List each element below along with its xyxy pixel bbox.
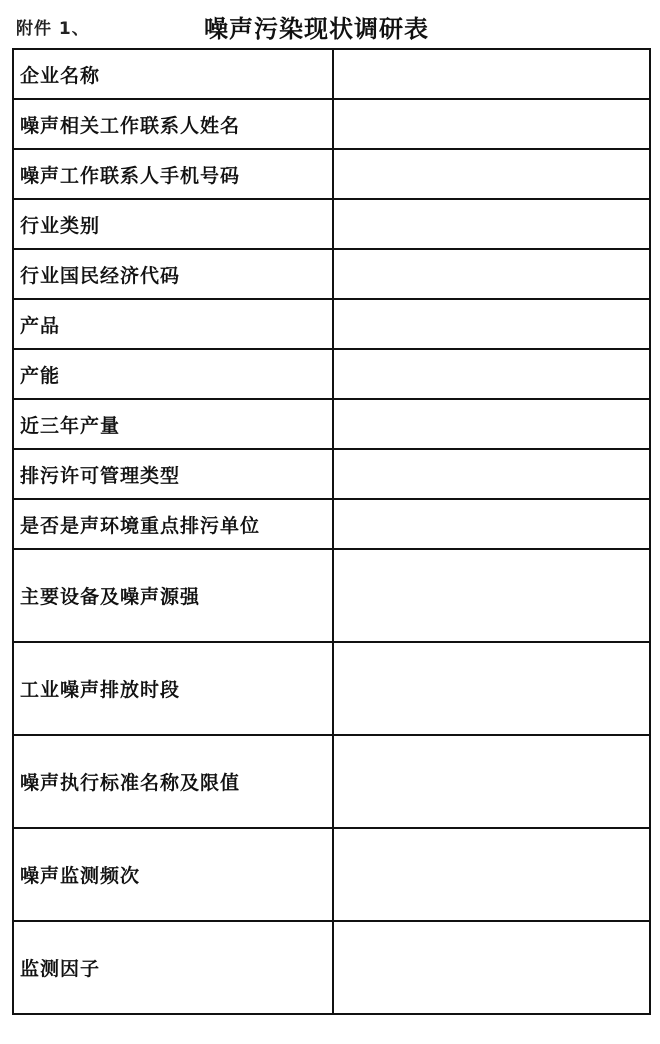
table-row [13,735,650,828]
row-label: 噪声监测频次 [13,828,333,921]
row-label: 工业噪声排放时段 [13,642,333,735]
value-cell-key-unit[interactable] [333,499,650,549]
value-cell-company-name[interactable] [333,49,650,99]
value-cell-emission-period[interactable] [333,642,650,735]
table-row [13,249,650,299]
value-cell-output[interactable] [333,399,650,449]
attachment-label: 附件 1、 [16,19,90,39]
table-row [13,199,650,249]
row-label: 产品 [13,299,333,349]
value-cell-monitoring-frequency[interactable] [333,828,650,921]
survey-table [12,48,651,1015]
value-cell-monitoring-factor[interactable] [333,921,650,1014]
table-row [13,99,650,149]
row-label: 产能 [13,349,333,399]
page-title: 噪声污染现状调研表 [204,15,429,43]
row-label: 噪声工作联系人手机号码 [13,149,333,199]
row-label: 行业国民经济代码 [13,249,333,299]
table-row [13,399,650,449]
table-row [13,149,650,199]
value-cell-contact-name[interactable] [333,99,650,149]
value-cell-industry-category[interactable] [333,199,650,249]
row-label: 企业名称 [13,49,333,99]
value-cell-contact-phone[interactable] [333,149,650,199]
row-label: 行业类别 [13,199,333,249]
row-label: 噪声执行标准名称及限值 [13,735,333,828]
table-row [13,299,650,349]
table-row [13,549,650,642]
table-row [13,921,650,1014]
value-cell-product[interactable] [333,299,650,349]
value-cell-capacity[interactable] [333,349,650,399]
table-row [13,49,650,99]
table-row [13,828,650,921]
value-cell-standard-limit[interactable] [333,735,650,828]
value-cell-permit-type[interactable] [333,449,650,499]
row-label: 监测因子 [13,921,333,1014]
row-label: 主要设备及噪声源强 [13,549,333,642]
row-label: 近三年产量 [13,399,333,449]
table-row [13,449,650,499]
value-cell-equipment-noise[interactable] [333,549,650,642]
table-row [13,499,650,549]
row-label: 是否是声环境重点排污单位 [13,499,333,549]
document-header [0,0,660,48]
value-cell-industry-code[interactable] [333,249,650,299]
table-row [13,349,650,399]
row-label: 排污许可管理类型 [13,449,333,499]
table-row [13,642,650,735]
row-label: 噪声相关工作联系人姓名 [13,99,333,149]
